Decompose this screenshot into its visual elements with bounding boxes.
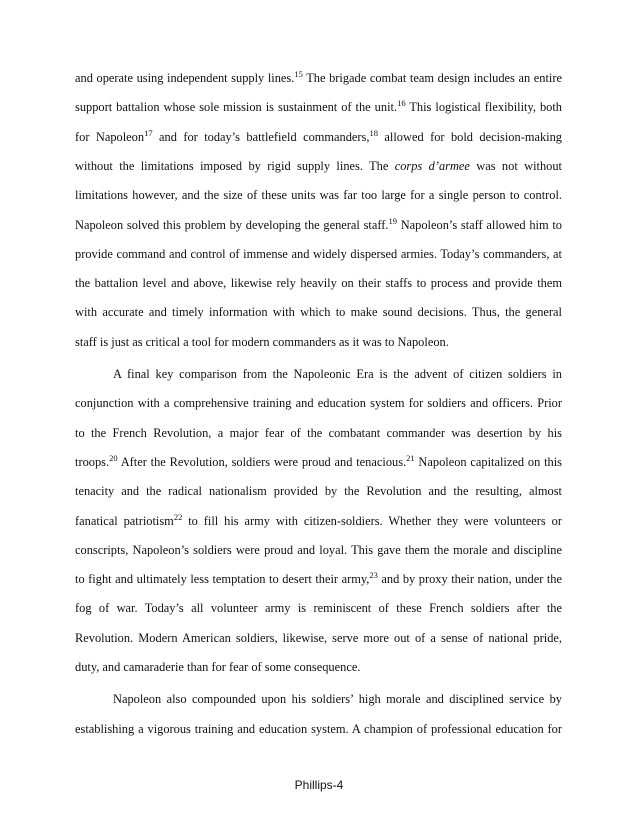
text-line [75, 721, 562, 737]
text-run: and by proxy their nation, under the [377, 572, 562, 587]
page-footer: Phillips-4 [294, 778, 344, 792]
text-run: was not without [469, 158, 563, 173]
text-line [75, 158, 562, 174]
text-run: with accurate and timely information with which to make sound decisions. Thus, the general [75, 305, 562, 320]
text-run: Napoleon also compounded upon his soldiers’ high morale and disciplined service by [113, 692, 562, 707]
text-run: conjunction with a comprehensive training and education system for soldiers and officers. Prior [75, 396, 562, 411]
text-run: Napoleon’s staff allowed him to [396, 217, 562, 232]
text-run: support battalion whose sole mission is sustainment of the unit. [75, 100, 398, 115]
italic-term: corps d’armee [394, 158, 470, 173]
text-run: establishing a vigorous training and education system. A champion of professional education for [75, 721, 562, 736]
text-line [75, 513, 562, 529]
text-line [75, 483, 562, 499]
text-run: Napoleon capitalized on this [414, 454, 562, 469]
text-run: The brigade combat team design includes an entire [302, 71, 562, 85]
footnote-ref: 23 [369, 570, 378, 581]
text-run: Napoleon solved this problem by developing the general staff. [75, 217, 389, 232]
text-run: A final key comparison from the Napoleonic Era is the advent of citizen soldiers in [113, 367, 562, 381]
text-run: Revolution. Modern American soldiers, likewise, serve more out of a sense of national pride, [75, 630, 562, 645]
text-run: limitations however, and the size of these units was far too large for a single person to control. [75, 188, 562, 203]
text-line [75, 425, 562, 441]
footnote-ref: 16 [397, 98, 406, 109]
text-run: tenacity and the radical nationalism provided by the Revolution and the resulting, almost [75, 484, 562, 499]
text-line [75, 246, 562, 262]
text-run: provide command and control of immense and widely dispersed armies. Today’s commanders, at [75, 246, 562, 261]
text-line [75, 187, 562, 203]
text-line [75, 630, 562, 646]
text-run: conscripts, Napoleon’s soldiers were proud and loyal. This gave them the morale and discipline [75, 542, 562, 557]
text-run: to the French Revolution, a major fear of the combatant commander was desertion by his [75, 425, 562, 440]
text-run: fog of war. Today’s all volunteer army is reminiscent of these French soldiers after the [75, 601, 562, 616]
footnote-ref: 22 [173, 511, 183, 522]
text-run: duty, and camaraderie than for fear of some consequence. [75, 660, 361, 674]
text-line [75, 99, 562, 115]
text-run: This logistical flexibility, both [405, 100, 563, 115]
text-line [75, 395, 562, 411]
footnote-ref: 18 [369, 127, 378, 138]
text-line [75, 70, 562, 86]
text-run: for Napoleon [75, 129, 145, 144]
text-run: allowed for bold decision-making [377, 129, 562, 144]
text-line [113, 691, 562, 707]
footnote-ref: 19 [388, 215, 397, 226]
text-run: After the Revolution, soldiers were proud and tenacious. [117, 454, 407, 469]
text-line [75, 600, 562, 616]
text-run: fanatical patriotism [75, 513, 174, 528]
text-line [75, 542, 562, 558]
text-line [75, 275, 562, 291]
text-run: and operate using independent supply lines. [75, 71, 295, 85]
text-line [75, 217, 562, 233]
footnote-ref: 17 [144, 127, 153, 138]
text-run: to fight and ultimately less temptation to desert their army, [75, 572, 370, 587]
footnote-ref: 15 [294, 69, 303, 79]
text-run: without the limitations imposed by rigid supply lines. The [75, 158, 395, 173]
text-line [75, 129, 562, 145]
text-line [75, 571, 562, 587]
text-line [75, 659, 360, 675]
text-line [75, 454, 562, 470]
text-line [113, 366, 562, 382]
text-run: the battalion level and above, likewise rely heavily on their staffs to process and provide them [75, 276, 562, 291]
footnote-ref: 21 [406, 452, 415, 463]
text-run: to fill his army with citizen-soldiers. Whether they were volunteers or [182, 513, 562, 528]
text-run: troops. [75, 454, 110, 469]
text-run: staff is just as critical a tool for modern commanders as it was to Napoleon. [75, 334, 449, 349]
text-line [75, 304, 562, 320]
footnote-ref: 20 [109, 452, 118, 463]
text-line [75, 334, 449, 350]
text-run: and for today’s battlefield commanders, [152, 129, 370, 144]
